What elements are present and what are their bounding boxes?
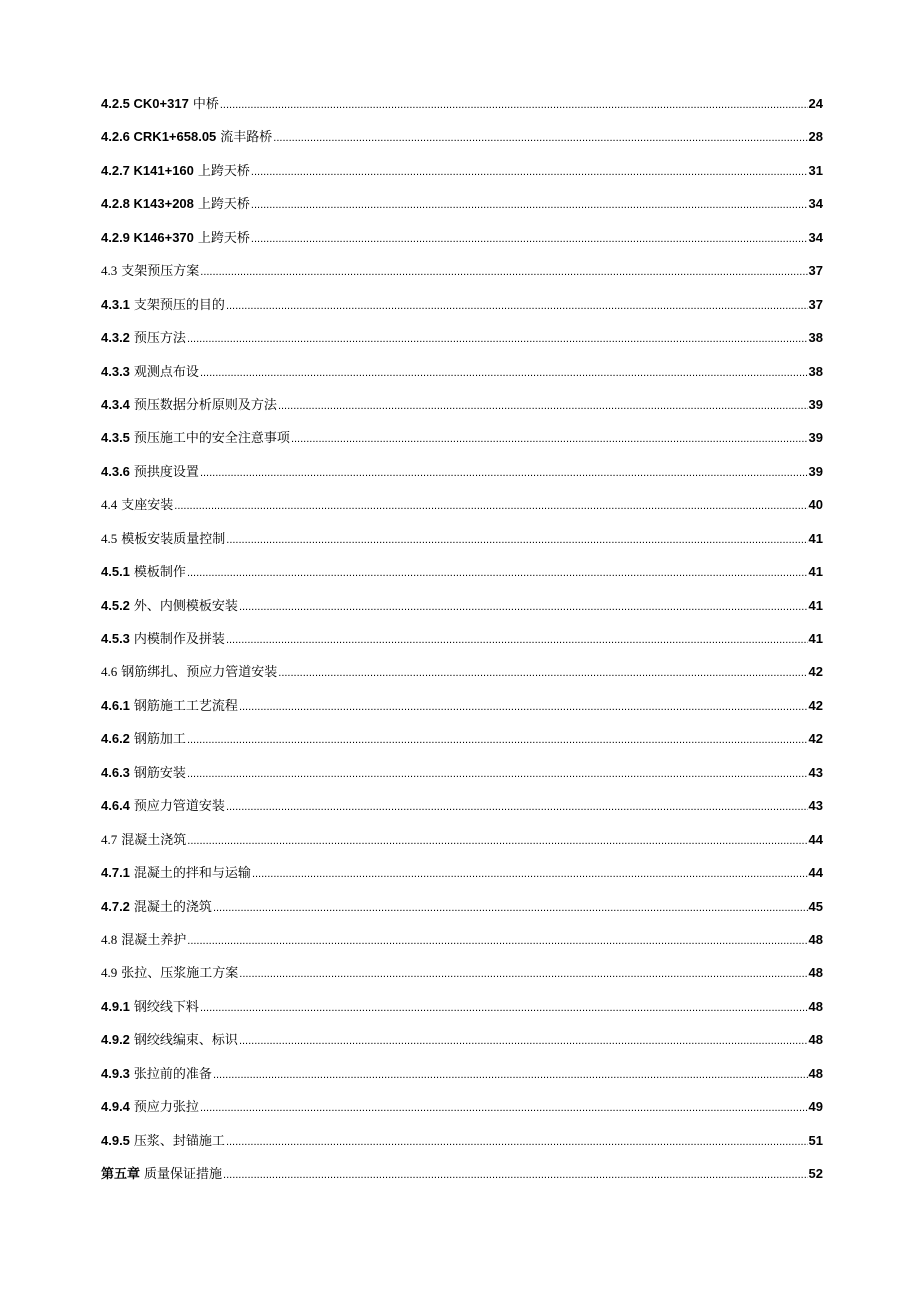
toc-entry[interactable] (101, 762, 823, 795)
toc-entry-title: 预应力张拉 (133, 1100, 199, 1116)
toc-entry-title: 模板制作 (133, 565, 186, 581)
dot-leader (200, 467, 808, 479)
toc-entry-number: 4.4 (101, 497, 118, 513)
dot-leader (239, 701, 808, 713)
toc-entry-number: 4.8 (101, 931, 118, 947)
toc-entry-title: 上跨天桥 (197, 197, 250, 213)
dot-leader (226, 801, 808, 813)
toc-entry-number: 4.3 (101, 263, 118, 279)
toc-entry[interactable] (101, 494, 823, 527)
toc-entry-page-number: 39 (808, 396, 823, 412)
toc-entry-number: 4.9.2 (101, 1032, 130, 1048)
toc-entry-page-number: 37 (808, 263, 823, 279)
toc-entry-title: 压浆、封锚施工 (133, 1133, 225, 1149)
toc-entry-title: 上跨天桥 (197, 230, 250, 246)
toc-entry-number: 4.9.1 (101, 998, 130, 1014)
dot-leader (226, 300, 808, 312)
toc-entry[interactable] (101, 896, 823, 929)
dot-leader (252, 868, 808, 880)
toc-entry[interactable] (101, 795, 823, 828)
toc-entry[interactable] (101, 1029, 823, 1062)
toc-entry[interactable] (101, 160, 823, 193)
dot-leader (200, 1102, 808, 1114)
dot-leader (226, 634, 808, 646)
toc-entry-title: 混凝土养护 (121, 932, 187, 948)
toc-entry-title: 质量保证措施 (144, 1167, 223, 1182)
toc-entry-page-number: 38 (808, 330, 823, 346)
toc-entry-title: 预压方法 (133, 331, 186, 347)
toc-entry-page-number: 28 (808, 129, 823, 145)
toc-entry-number: 4.2.8 K143+208 (101, 196, 194, 212)
toc-entry[interactable] (101, 461, 823, 494)
toc-entry-number: 4.6.4 (101, 798, 130, 814)
toc-entry-title: 支架预压方案 (121, 264, 200, 280)
toc-entry[interactable] (101, 1063, 823, 1096)
toc-entry[interactable] (101, 126, 823, 159)
toc-entry[interactable] (101, 227, 823, 260)
dot-leader (174, 500, 807, 512)
toc-entry-number: 4.6.2 (101, 731, 130, 747)
toc-entry[interactable] (101, 528, 823, 561)
toc-entry-number: 4.6.1 (101, 697, 130, 713)
toc-entry-number: 第五章 (101, 1166, 141, 1181)
toc-entry-page-number: 42 (808, 664, 823, 680)
dot-leader (220, 99, 808, 111)
toc-entry[interactable] (101, 829, 823, 862)
toc-entry-page-number: 24 (808, 96, 823, 111)
toc-entry[interactable] (101, 728, 823, 761)
toc-entry-title: 混凝土的浇筑 (133, 899, 212, 915)
toc-entry-number: 4.3.6 (101, 463, 130, 479)
toc-entry-title: 观测点布设 (133, 364, 199, 380)
toc-entry[interactable] (101, 695, 823, 728)
toc-entry-title: 流丰路桥 (220, 130, 273, 146)
toc-entry[interactable] (101, 93, 823, 126)
toc-entry-number: 4.9.3 (101, 1065, 130, 1081)
toc-entry-number: 4.7.1 (101, 865, 130, 881)
toc-entry-title: 钢筋加工 (133, 732, 186, 748)
dot-leader (291, 433, 808, 445)
dot-leader (239, 1035, 808, 1047)
toc-entry[interactable] (101, 1163, 823, 1196)
toc-entry-page-number: 41 (808, 564, 823, 580)
toc-entry-page-number: 51 (808, 1132, 823, 1148)
toc-entry-title: 外、内侧模板安装 (133, 598, 238, 614)
toc-entry-number: 4.7 (101, 831, 118, 847)
toc-entry-number: 4.5.3 (101, 631, 130, 646)
toc-entry-title: 模板安装质量控制 (121, 531, 226, 547)
toc-entry-number: 4.6.3 (101, 764, 130, 780)
toc-entry-number: 4.6 (101, 664, 118, 680)
toc-entry-number: 4.7.2 (101, 898, 130, 914)
toc-entry-title: 预压数据分析原则及方法 (133, 397, 277, 413)
toc-entry-page-number: 43 (808, 764, 823, 780)
dot-leader (226, 534, 807, 546)
toc-entry-page-number: 31 (808, 162, 823, 178)
toc-entry-page-number: 49 (808, 1099, 823, 1115)
toc-entry-number: 4.2.7 K141+160 (101, 162, 194, 178)
toc-entry-number: 4.2.5 CK0+317 (101, 96, 189, 111)
dot-leader (187, 734, 808, 746)
toc-entry-title: 预压施工中的安全注意事项 (133, 431, 290, 447)
toc-entry[interactable] (101, 294, 823, 327)
toc-entry-title: 支座安装 (121, 498, 174, 514)
dot-leader (239, 601, 808, 613)
toc-entry-page-number: 34 (808, 229, 823, 245)
toc-entry-page-number: 44 (808, 865, 823, 881)
toc-entry-page-number: 48 (808, 965, 823, 981)
toc-entry-page-number: 42 (808, 731, 823, 747)
toc-entry[interactable] (101, 260, 823, 293)
toc-entry[interactable] (101, 394, 823, 427)
dot-leader (239, 968, 807, 980)
dot-leader (213, 902, 808, 914)
toc-entry-page-number: 48 (808, 998, 823, 1014)
toc-entry-title: 钢筋安装 (133, 765, 186, 781)
toc-entry-number: 4.9.5 (101, 1132, 130, 1148)
toc-entry-title: 支架预压的目的 (133, 297, 225, 313)
toc-entry[interactable] (101, 1130, 823, 1163)
toc-entry[interactable] (101, 996, 823, 1029)
toc-entry-title: 钢筋施工工艺流程 (133, 698, 238, 714)
toc-entry-page-number: 43 (808, 798, 823, 814)
toc-entry[interactable] (101, 862, 823, 895)
toc-entry-page-number: 52 (808, 1166, 823, 1181)
dot-leader (187, 935, 807, 947)
toc-entry[interactable] (101, 962, 823, 995)
toc-entry-title: 钢筋绑扎、预应力管道安装 (121, 665, 278, 681)
toc-entry-page-number: 44 (808, 831, 823, 847)
toc-entry-title: 中桥 (192, 97, 219, 112)
toc-entry[interactable] (101, 561, 823, 594)
toc-entry-number: 4.5.1 (101, 564, 130, 580)
dot-leader (278, 667, 807, 679)
toc-entry-title: 张拉前的准备 (133, 1066, 212, 1082)
toc-entry[interactable] (101, 193, 823, 226)
toc-entry-page-number: 45 (808, 898, 823, 914)
toc-entry[interactable] (101, 929, 823, 962)
toc-entry[interactable] (101, 427, 823, 460)
toc-entry[interactable] (101, 595, 823, 628)
dot-leader (273, 132, 807, 144)
toc-entry-page-number: 41 (808, 631, 823, 646)
toc-entry-page-number: 48 (808, 1065, 823, 1081)
dot-leader (200, 266, 807, 278)
toc-entry-number: 4.3.5 (101, 430, 130, 446)
toc-entry-title: 张拉、压浆施工方案 (121, 966, 239, 982)
dot-leader (278, 400, 808, 412)
toc-entry-number: 4.3.2 (101, 330, 130, 346)
toc-entry-page-number: 48 (808, 931, 823, 947)
toc-entry-title: 预应力管道安装 (133, 799, 225, 815)
toc-entry-page-number: 41 (808, 597, 823, 613)
dot-leader (226, 1136, 808, 1148)
toc-entry[interactable] (101, 1096, 823, 1129)
toc-entry-number: 4.3.4 (101, 396, 130, 412)
dot-leader (187, 768, 808, 780)
toc-entry-page-number: 42 (808, 697, 823, 713)
toc-entry-page-number: 39 (808, 430, 823, 446)
toc-entry-number: 4.5 (101, 530, 118, 546)
toc-entry-title: 上跨天桥 (197, 163, 250, 179)
toc-entry[interactable] (101, 628, 823, 661)
toc-entry-title: 混凝土浇筑 (121, 832, 187, 848)
toc-entry-number: 4.3.1 (101, 296, 130, 312)
toc-entry-page-number: 41 (808, 530, 823, 546)
toc-entry-number: 4.9.4 (101, 1099, 130, 1115)
toc-entry-number: 4.9 (101, 965, 118, 981)
toc-entry[interactable] (101, 361, 823, 394)
toc-entry-title: 内模制作及拼装 (133, 632, 225, 647)
toc-entry-page-number: 34 (808, 196, 823, 212)
toc-entry-title: 预拱度设置 (133, 464, 199, 480)
dot-leader (251, 199, 808, 211)
toc-entry-page-number: 37 (808, 296, 823, 312)
toc-entry-page-number: 39 (808, 463, 823, 479)
toc-entry-number: 4.3.3 (101, 363, 130, 379)
toc-entry-page-number: 40 (808, 497, 823, 513)
dot-leader (251, 166, 808, 178)
toc-entry-page-number: 38 (808, 363, 823, 379)
dot-leader (187, 567, 808, 579)
toc-entry-title: 混凝土的拌和与运输 (133, 866, 251, 882)
toc-entry-number: 4.2.9 K146+370 (101, 229, 194, 245)
dot-leader (213, 1069, 808, 1081)
toc-entry-number: 4.2.6 CRK1+658.05 (101, 129, 217, 145)
dot-leader (200, 1002, 808, 1014)
toc-entry-page-number: 48 (808, 1032, 823, 1048)
dot-leader (187, 333, 808, 345)
toc-entry-number: 4.5.2 (101, 597, 130, 613)
toc-entry[interactable] (101, 661, 823, 694)
toc-entry[interactable] (101, 327, 823, 360)
toc-entry-title: 钢绞线编束、标识 (133, 1033, 238, 1049)
toc-entry-title: 钢绞线下料 (133, 999, 199, 1015)
table-of-contents (101, 93, 823, 1196)
dot-leader (187, 835, 807, 847)
dot-leader (251, 233, 808, 245)
dot-leader (223, 1169, 808, 1181)
dot-leader (200, 367, 808, 379)
